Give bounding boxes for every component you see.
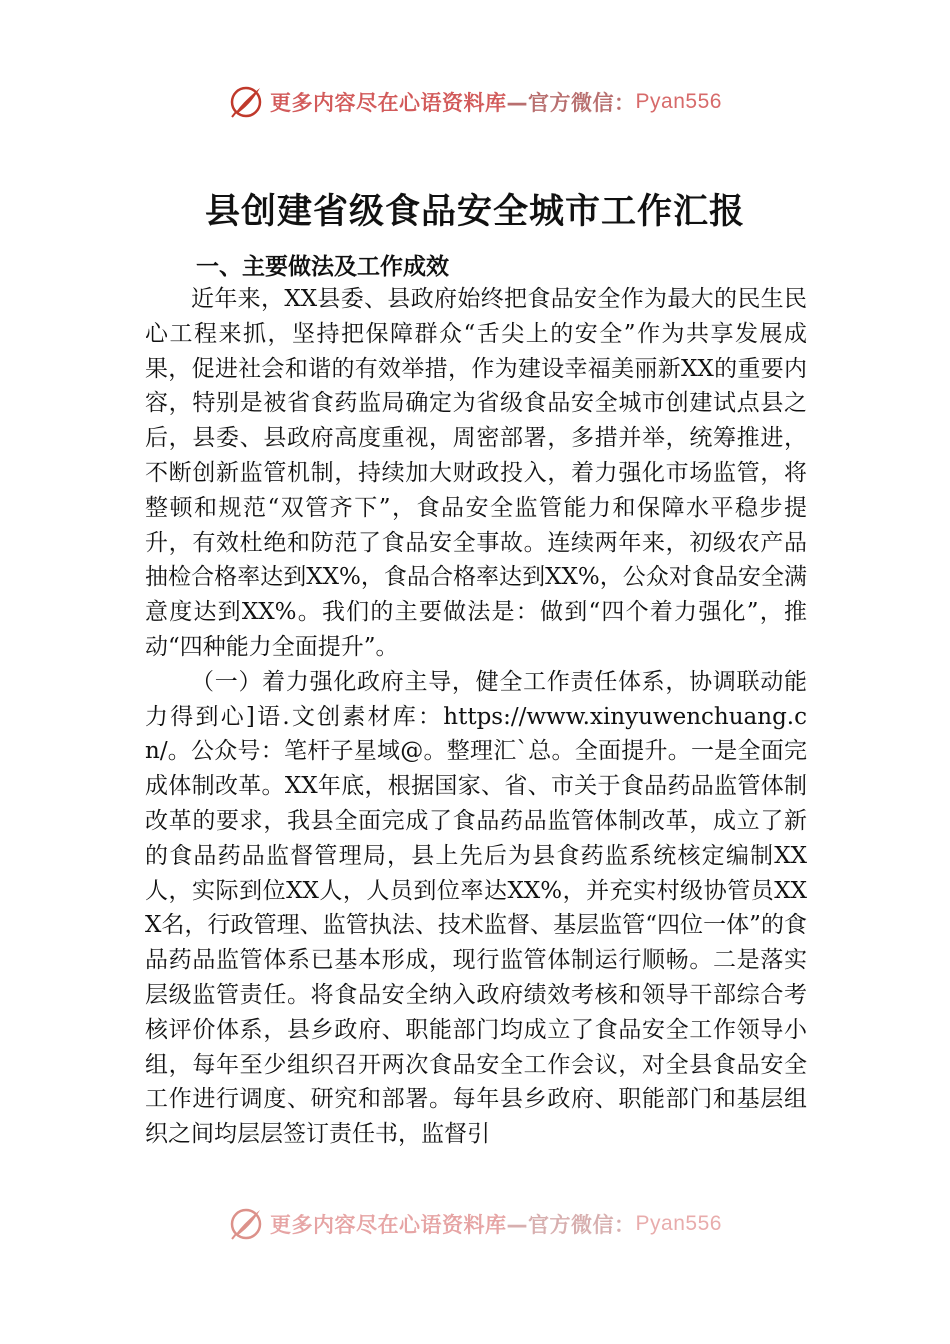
- banner-text-id: Pyan556: [635, 90, 722, 113]
- document-body: [145, 282, 807, 1152]
- paragraph-intro: 近年来，XX县委、县政府始终把食品安全作为最大的民生民心工程来抓，坚持把保障群众“舌尖上的安全”作为共享发展成果，促进社会和谐的有效举措，作为建设幸福美丽新XX的重要内容，特别是被省食药监局确定为省级食品安全城市创建试点县之后，县委、县政府高度重视，周密部署，多措并举，统筹推进，不断创新监管机制，持续加大财政投入，着力强化市场监管，将整顿和规范“双管齐下”，食品安全监管能力和保障水平稳步提升，有效杜绝和防范了食品安全事故。连续两年来，初级农产品抽检合格率达到XX%，食品合格率达到XX%，公众对食品安全满意度达到XX%。我们的主要做法是：做到“四个着力强化”，推动“四种能力全面提升”。: [145, 286, 807, 660]
- feather-pen-logo-icon: [228, 84, 264, 120]
- banner-text-library: 更多内容尽在心语资料库: [270, 91, 507, 115]
- feather-pen-logo-icon: [228, 1206, 264, 1242]
- banner-text-id: Pyan556: [635, 1212, 722, 1235]
- watermark-banner-top: [0, 82, 950, 122]
- banner-text-library: 更多内容尽在心语资料库: [270, 1213, 507, 1237]
- banner-text-wechat: —官方微信：: [506, 91, 636, 115]
- paragraph-item-1: （一）着力强化政府主导，健全工作责任体系，协调联动能力得到心]语.文创素材库：https://www.xinyuwenchuang.cn/。公众号：笔杆子星域@。整理汇`总。全面提升。一是全面完成体制改革。XX年底，根据国家、省、市关于食品药品监管体制改革的要求，我县全面完成了食品药品监管体制改革，成立了新的食品药品监督管理局，县上先后为县食药监系统核定编制XX人，实际到位XX人，人员到位率达XX%，并充实村级协管员XXX名，行政管理、监管执法、技术监督、基层监管“四位一体”的食品药品监管体系已基本形成，现行监管体制运行顺畅。二是落实层级监管责任。将食品安全纳入政府绩效考核和领导干部综合考核评价体系，县乡政府、职能部门均成立了食品安全工作领导小组，每年至少组织召开两次食品安全工作会议，对全县食品安全工作进行调度、研究和部署。每年县乡政府、职能部门和基层组织之间均层层签订责任书，监督引: [145, 668, 807, 1148]
- watermark-banner-bottom: [0, 1204, 950, 1244]
- banner-text-wechat: —官方微信：: [506, 1213, 636, 1237]
- document-title: 县创建省级食品安全城市工作汇报: [204, 191, 745, 232]
- section-heading: 一、主要做法及工作成效: [196, 254, 449, 280]
